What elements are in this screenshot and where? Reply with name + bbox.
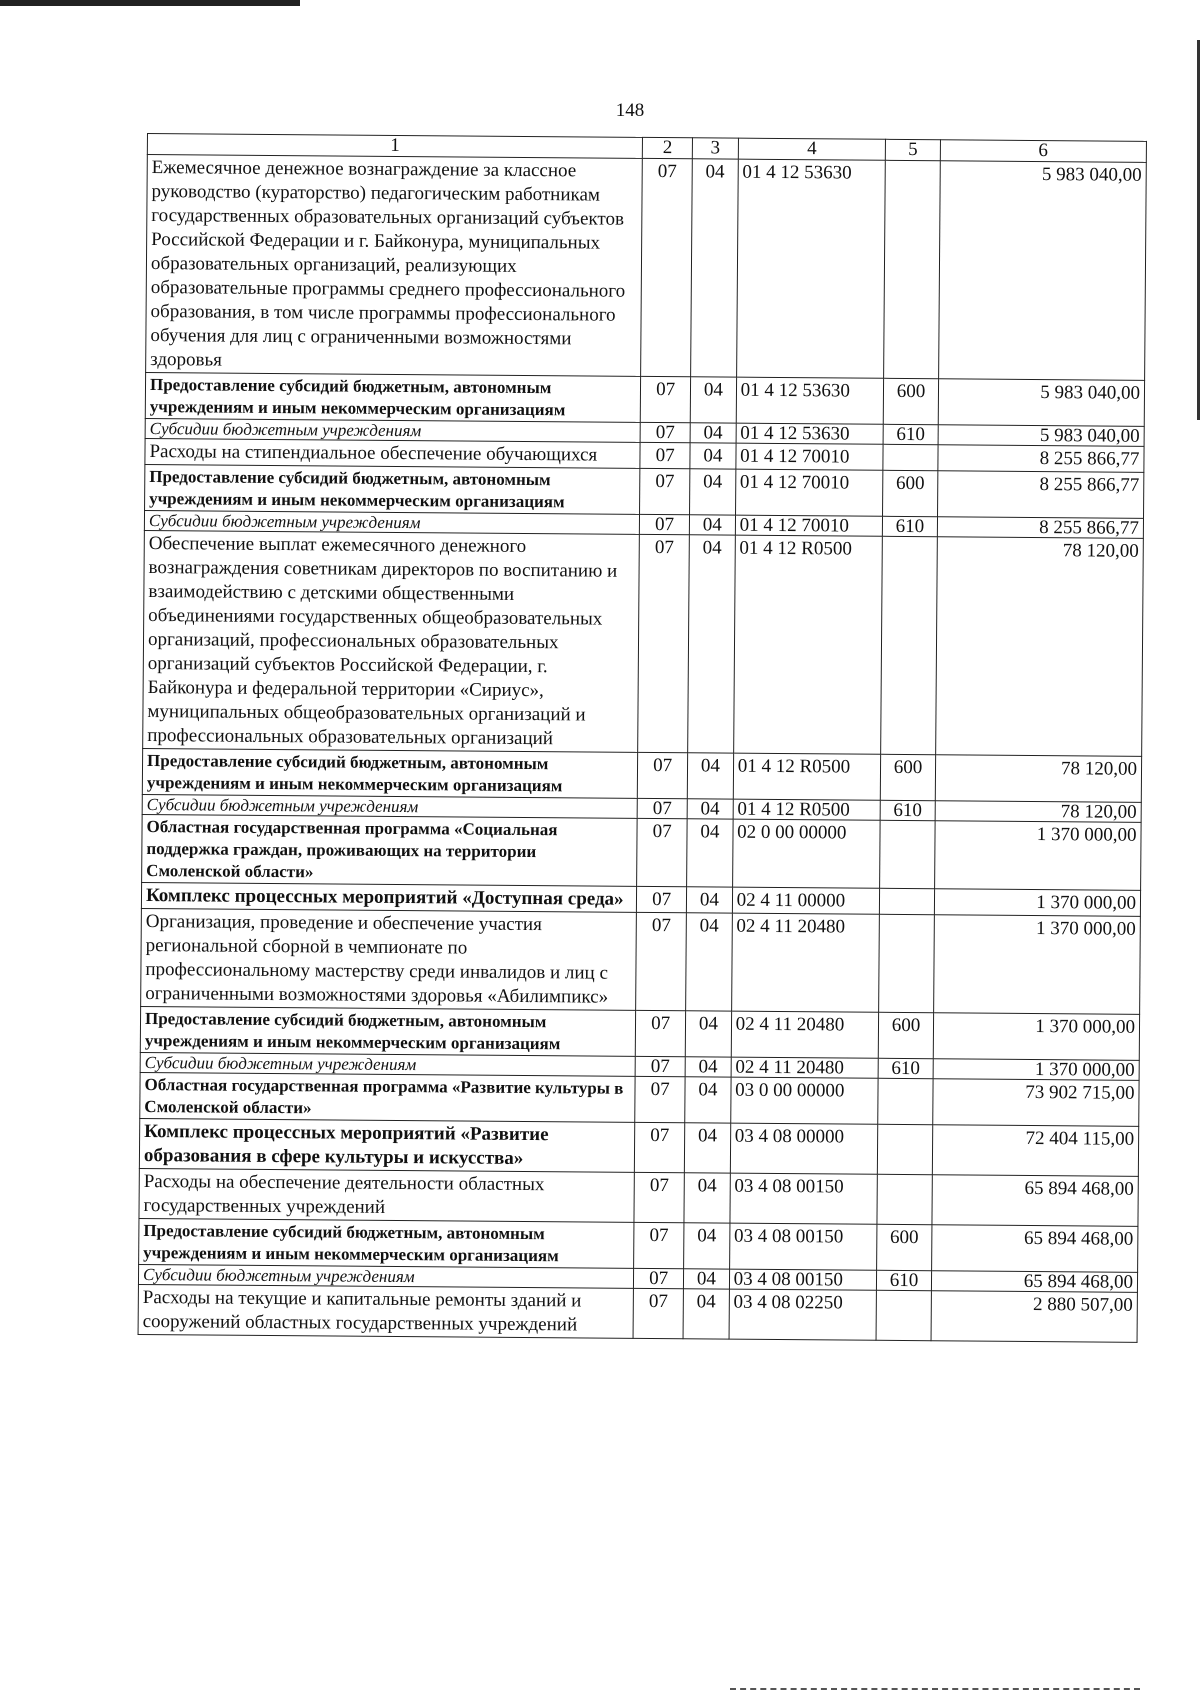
cell-expense-name: Предоставление субсидий бюджетным, автономным учреждениям и иным некоммерческим организациям <box>142 748 638 798</box>
cell-subsection-code: 04 <box>688 535 735 753</box>
cell-section-code: 07 <box>637 886 687 912</box>
cell-target-article-code: 02 0 00 00000 <box>732 819 880 888</box>
cell-target-article-code: 01 4 12 R0500 <box>733 535 882 754</box>
cell-expense-type-code <box>877 1174 932 1224</box>
table-row <box>145 464 1144 518</box>
cell-expense-name: Ежемесячное денежное вознаграждение за классное руководство (кураторство) педагогическим работникам государственных образовательных организаций субъектов Российской Федерации и г. Байконура, муниципальных образовательных организаций, реализующих образовательные программы среднего профессионального образования, в том числе программы профессионального обучения для лиц с ограниченными возможностями здоровья <box>146 155 643 377</box>
cell-section-code: 07 <box>635 1076 685 1122</box>
cell-amount: 65 894 468,00 <box>932 1175 1139 1227</box>
table-row <box>139 1218 1138 1272</box>
table-row <box>143 530 1144 756</box>
cell-target-article-code: 01 4 12 53630 <box>736 159 885 378</box>
cell-section-code: 07 <box>634 1172 684 1222</box>
table-row <box>145 372 1144 426</box>
cell-expense-type-code <box>880 888 934 914</box>
cell-amount: 1 370 000,00 <box>933 1013 1140 1061</box>
cell-subsection-code: 04 <box>684 1173 730 1223</box>
cell-expense-type-code <box>879 914 934 1012</box>
cell-section-code: 07 <box>634 1222 684 1268</box>
cell-target-article-code: 02 4 11 20480 <box>731 913 879 1012</box>
cell-expense-type-code: 610 <box>877 1270 931 1290</box>
cell-expense-type-code: 600 <box>877 1224 932 1270</box>
cell-target-article-code: 01 4 12 R0500 <box>733 799 881 820</box>
cell-expense-name: Субсидии бюджетным учреждениям <box>145 418 640 442</box>
cell-target-article-code: 03 4 08 00150 <box>730 1173 878 1224</box>
table-row <box>138 1284 1137 1342</box>
cell-amount: 73 902 715,00 <box>932 1079 1139 1127</box>
cell-subsection-code: 04 <box>691 159 738 377</box>
cell-target-article-code: 01 4 12 70010 <box>736 443 884 470</box>
cell-target-article-code: 01 4 12 70010 <box>735 469 883 516</box>
cell-subsection-code: 04 <box>686 913 732 1011</box>
cell-section-code: 07 <box>634 1268 684 1288</box>
cell-expense-name: Субсидии бюджетным учреждениям <box>138 1264 633 1288</box>
cell-amount: 72 404 115,00 <box>932 1125 1139 1177</box>
cell-target-article-code: 03 4 08 00150 <box>729 1269 877 1290</box>
cell-expense-type-code <box>876 1290 931 1340</box>
cell-expense-name: Предоставление субсидий бюджетным, автономным учреждениям и иным некоммерческим организациям <box>145 372 641 422</box>
cell-section-code: 07 <box>636 912 687 1010</box>
table-row <box>142 814 1142 890</box>
cell-expense-name: Расходы на стипендиальное обеспечение обучающихся <box>145 438 640 468</box>
cell-section-code: 07 <box>635 1122 685 1172</box>
budget-table <box>138 133 1147 1343</box>
cell-expense-name: Расходы на текущие и капитальные ремонты зданий и сооружений областных государственных учреждений <box>138 1284 634 1338</box>
cell-expense-type-code: 610 <box>883 424 937 444</box>
cell-amount: 8 255 866,77 <box>937 471 1144 519</box>
cell-amount: 5 983 040,00 <box>938 161 1146 381</box>
scan-edge-mark <box>730 1688 1140 1692</box>
cell-expense-name: Субсидии бюджетным учреждениям <box>144 510 639 534</box>
cell-target-article-code: 01 4 12 R0500 <box>733 753 881 800</box>
cell-subsection-code: 04 <box>690 377 736 423</box>
cell-section-code: 07 <box>638 534 690 752</box>
cell-target-article-code: 03 4 08 02250 <box>729 1289 877 1340</box>
cell-expense-type-code: 610 <box>878 1058 932 1078</box>
cell-expense-type-code: 600 <box>883 470 938 516</box>
cell-expense-name: Расходы на обеспечение деятельности областных государственных учреждений <box>139 1168 635 1222</box>
cell-target-article-code: 01 4 12 53630 <box>736 377 884 424</box>
cell-target-article-code: 03 4 08 00150 <box>729 1223 877 1270</box>
cell-subsection-code: 04 <box>686 887 732 913</box>
cell-expense-name: Обеспечение выплат ежемесячного денежного вознаграждения советникам директоров по воспитанию и взаимодействию с детскими общественными объединениями государственных общеобразовательных организаций, профессиональных образовательных организаций субъектов Российской Федерации, г. Байконура и федеральной территории «Сириус», муниципальных общеобразовательных организаций и профессиональных образовательных организаций <box>143 530 640 752</box>
cell-subsection-code: 04 <box>684 1269 730 1289</box>
cell-target-article-code: 03 4 08 00000 <box>730 1123 878 1174</box>
cell-amount: 65 894 468,00 <box>931 1271 1138 1293</box>
cell-subsection-code: 04 <box>685 1011 731 1057</box>
cell-section-code: 07 <box>637 752 687 798</box>
cell-expense-type-code <box>878 1078 933 1124</box>
cell-amount: 65 894 468,00 <box>931 1225 1138 1273</box>
cell-subsection-code: 04 <box>685 1077 731 1123</box>
cell-expense-type-code <box>883 444 937 470</box>
cell-expense-type-code: 610 <box>880 800 934 820</box>
cell-amount: 8 255 866,77 <box>938 445 1145 473</box>
cell-subsection-code: 04 <box>687 799 733 819</box>
cell-expense-type-code: 600 <box>884 378 939 424</box>
cell-subsection-code: 04 <box>687 753 733 799</box>
cell-amount: 8 255 866,77 <box>937 517 1144 539</box>
column-header: 5 <box>886 139 940 160</box>
cell-section-code: 07 <box>640 442 690 468</box>
scan-edge-mark <box>0 0 300 6</box>
cell-expense-name: Областная государственная программа «Социальная поддержка граждан, проживающих на территории Смоленской области» <box>142 814 638 886</box>
cell-subsection-code: 04 <box>684 1123 730 1173</box>
cell-expense-name: Предоставление субсидий бюджетным, автономным учреждениям и иным некоммерческим организациям <box>140 1006 636 1056</box>
column-header: 2 <box>642 137 692 158</box>
cell-amount: 5 983 040,00 <box>938 379 1145 427</box>
cell-expense-name: Комплекс процессных мероприятий «Доступная среда» <box>141 882 636 912</box>
cell-amount: 1 370 000,00 <box>934 821 1141 891</box>
cell-section-code: 07 <box>635 1010 685 1056</box>
cell-expense-type-code <box>881 536 937 754</box>
cell-expense-type-code <box>884 160 940 378</box>
cell-expense-type-code <box>880 820 935 888</box>
cell-expense-name: Предоставление субсидий бюджетным, автономным учреждениям и иным некоммерческим организациям <box>145 464 641 514</box>
table-row <box>141 908 1141 1014</box>
table-row <box>140 1006 1139 1060</box>
cell-target-article-code: 02 4 11 20480 <box>731 1011 879 1058</box>
cell-expense-name: Областная государственная программа «Развитие культуры в Смоленской области» <box>140 1072 636 1122</box>
cell-amount: 1 370 000,00 <box>933 915 1140 1015</box>
table-row <box>140 1072 1139 1126</box>
cell-target-article-code: 02 4 11 20480 <box>731 1057 879 1078</box>
cell-section-code: 07 <box>635 1056 685 1076</box>
cell-subsection-code: 04 <box>690 469 736 515</box>
table-row <box>142 748 1141 802</box>
cell-subsection-code: 04 <box>690 443 736 469</box>
cell-section-code: 07 <box>637 798 687 818</box>
cell-section-code: 07 <box>640 422 690 442</box>
cell-section-code: 07 <box>641 158 693 376</box>
cell-section-code: 07 <box>640 376 690 422</box>
column-header: 1 <box>147 134 642 159</box>
cell-target-article-code: 02 4 11 00000 <box>732 887 880 914</box>
column-header: 3 <box>692 138 738 159</box>
cell-target-article-code: 03 0 00 00000 <box>730 1077 878 1124</box>
cell-expense-type-code: 600 <box>881 754 936 800</box>
cell-amount: 5 983 040,00 <box>938 425 1145 447</box>
cell-expense-type-code: 600 <box>879 1012 934 1058</box>
cell-expense-name: Комплекс процессных мероприятий «Развитие образования в сфере культуры и искусства» <box>139 1118 635 1172</box>
cell-amount: 1 370 000,00 <box>933 1059 1140 1081</box>
cell-expense-name: Предоставление субсидий бюджетным, автономным учреждениям и иным некоммерческим организациям <box>139 1218 635 1268</box>
table-body <box>138 155 1146 1343</box>
cell-subsection-code: 04 <box>683 1289 729 1339</box>
cell-expense-type-code <box>878 1124 933 1174</box>
column-header: 6 <box>940 140 1147 163</box>
cell-subsection-code: 04 <box>687 819 733 887</box>
cell-section-code: 07 <box>633 1288 683 1338</box>
cell-target-article-code: 01 4 12 70010 <box>735 515 883 536</box>
cell-subsection-code: 04 <box>684 1223 730 1269</box>
cell-target-article-code: 01 4 12 53630 <box>736 423 884 444</box>
table-row <box>139 1168 1138 1226</box>
table-row <box>146 155 1147 381</box>
cell-amount: 78 120,00 <box>935 537 1143 757</box>
cell-amount: 78 120,00 <box>935 801 1142 823</box>
cell-section-code: 07 <box>640 514 690 534</box>
cell-section-code: 07 <box>637 818 687 886</box>
cell-subsection-code: 04 <box>690 423 736 443</box>
cell-amount: 2 880 507,00 <box>931 1291 1138 1343</box>
table-row <box>139 1118 1138 1176</box>
cell-amount: 1 370 000,00 <box>934 889 1141 917</box>
cell-expense-name: Организация, проведение и обеспечение участия региональной сборной в чемпионате по профессиональному мастерству среди инвалидов и лиц с ограниченными возможностями здоровья «Абилимпикс» <box>141 908 637 1010</box>
column-header: 4 <box>738 138 886 160</box>
cell-subsection-code: 04 <box>689 515 735 535</box>
cell-amount: 78 120,00 <box>935 755 1142 803</box>
cell-expense-name: Субсидии бюджетным учреждениям <box>140 1052 635 1076</box>
cell-subsection-code: 04 <box>685 1057 731 1077</box>
page-number: 148 <box>615 100 645 121</box>
cell-expense-type-code: 610 <box>883 516 937 536</box>
cell-section-code: 07 <box>640 468 690 514</box>
cell-expense-name: Субсидии бюджетным учреждениям <box>142 794 637 818</box>
